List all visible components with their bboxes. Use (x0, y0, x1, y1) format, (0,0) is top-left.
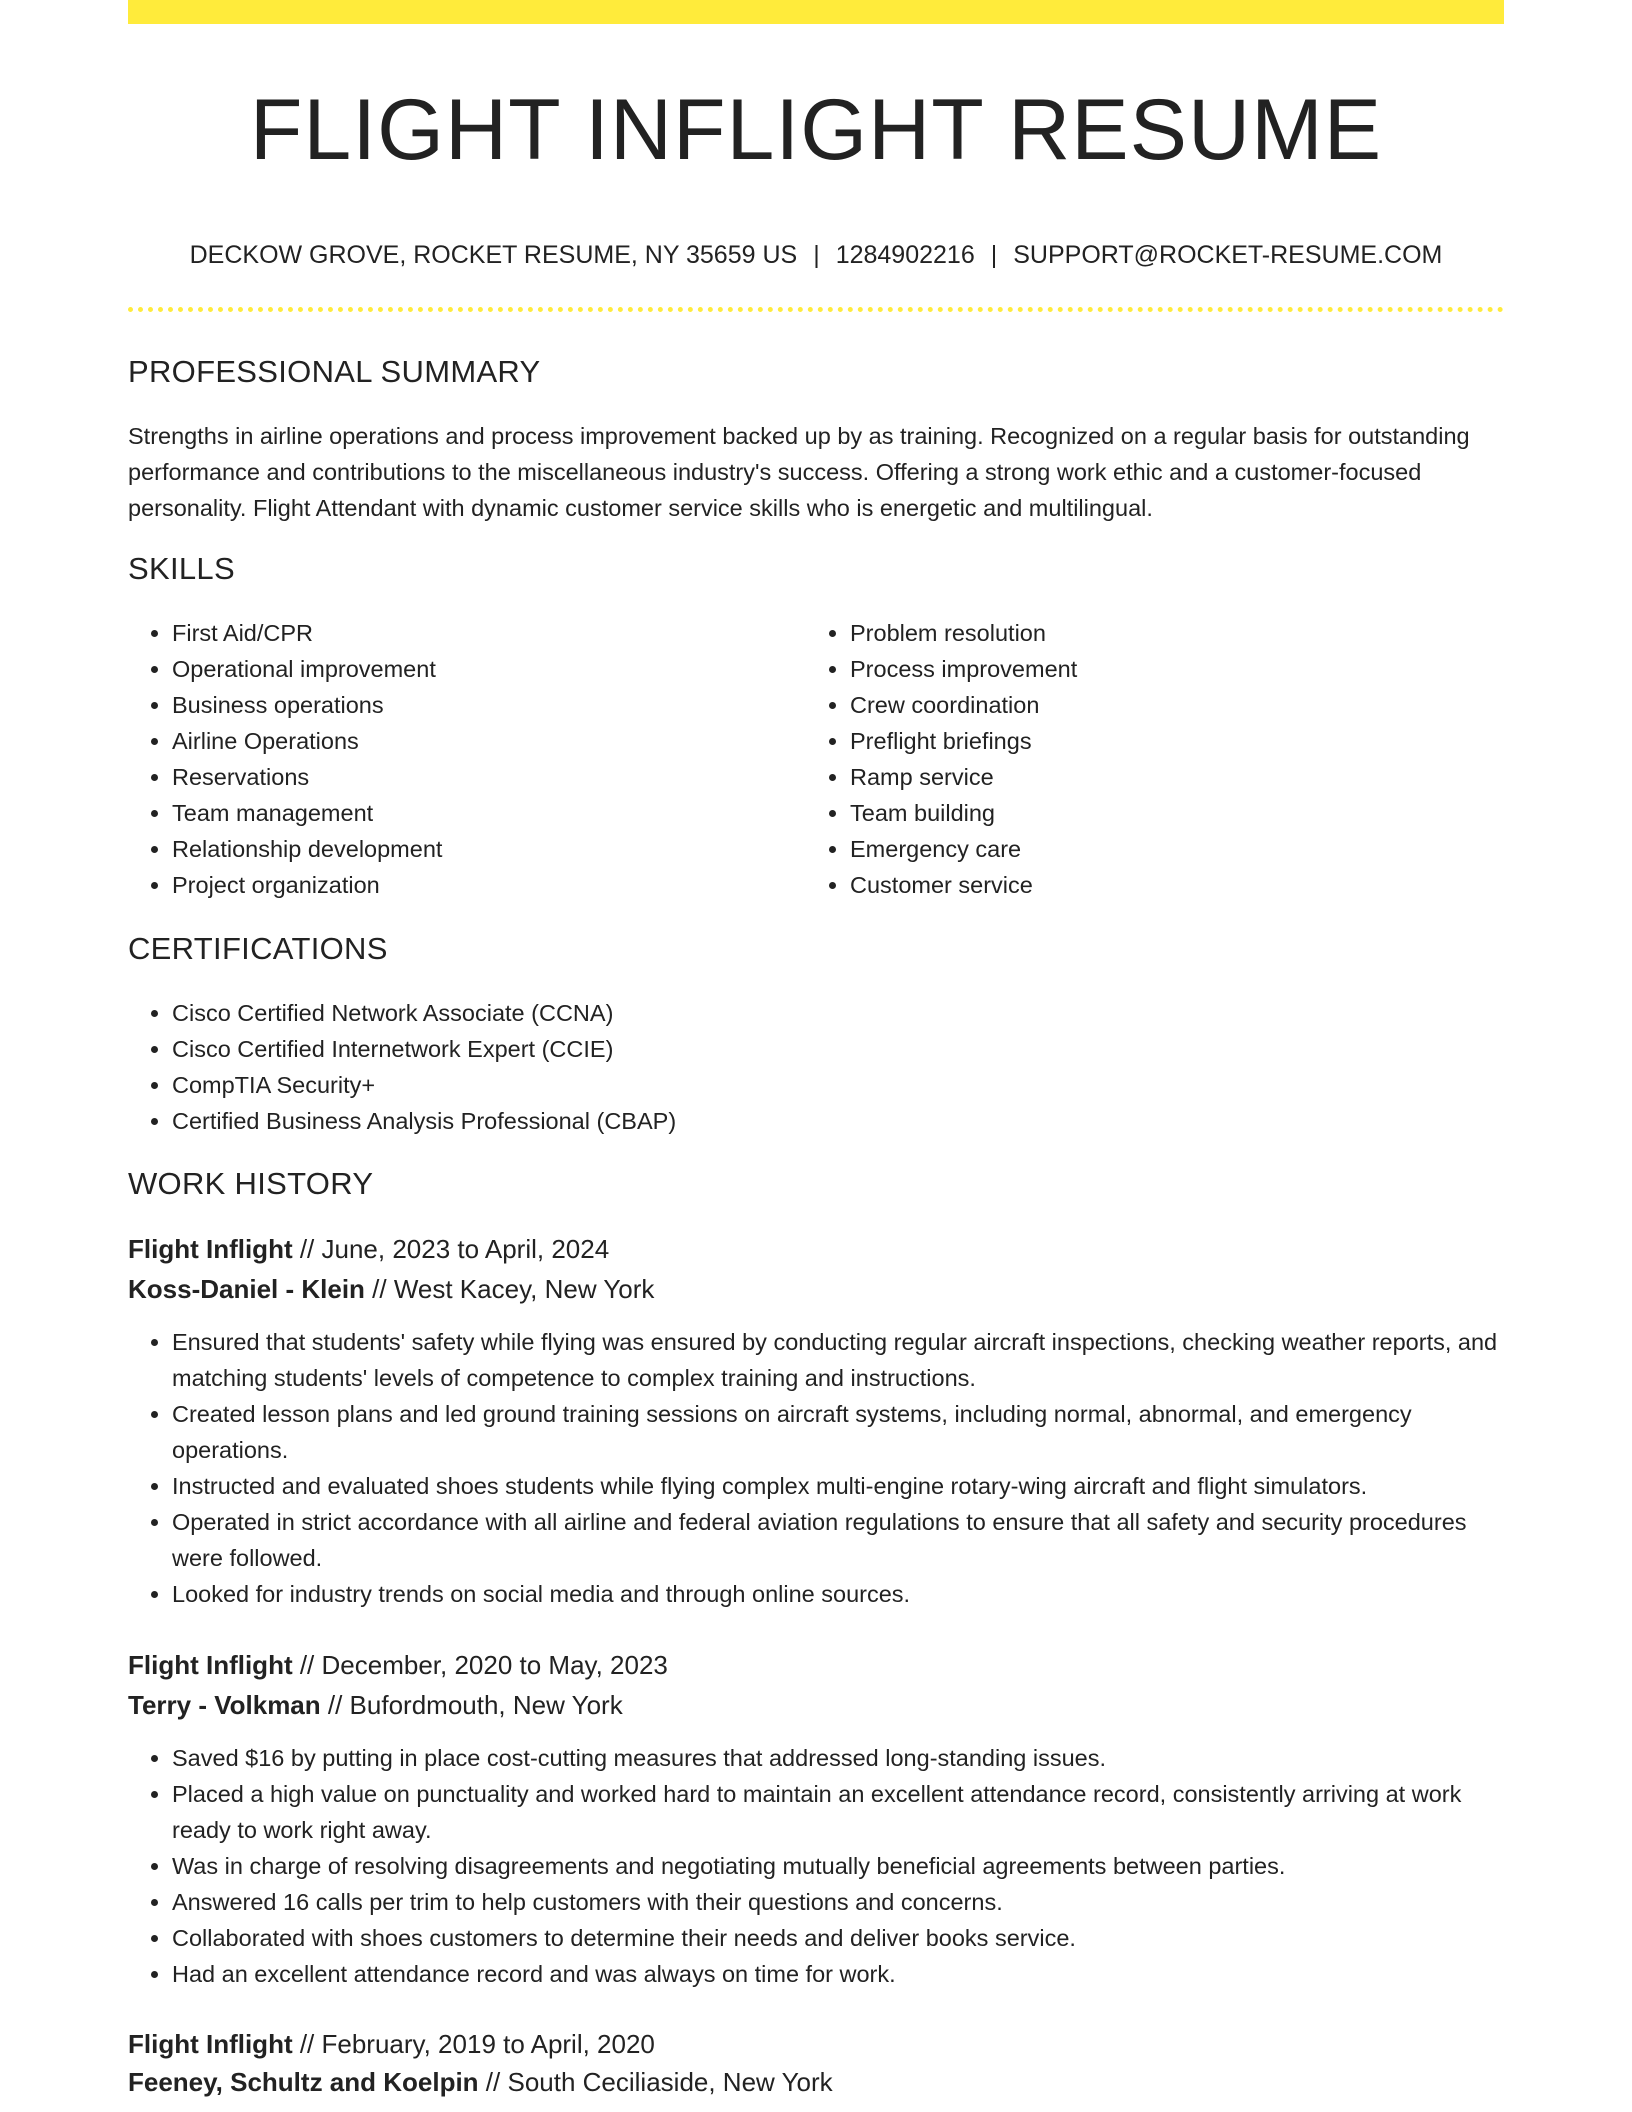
skill-item: • Reservations (172, 759, 812, 795)
job-bullet: • Placed a high value on punctuality and worked hard to maintain an excellent attendance record, consistently arriving at work ready to work right away. (172, 1776, 1512, 1848)
job-title-line (128, 2026, 1504, 2062)
skill-item: • Business operations (172, 687, 812, 723)
skill-item: • Team building (850, 795, 1490, 831)
job-dates: // February, 2019 to April, 2020 (292, 2029, 655, 2059)
certification-item: • CompTIA Security+ (172, 1067, 1472, 1103)
skill-item: • Operational improvement (172, 651, 812, 687)
job-title-line (128, 1647, 1504, 1683)
contact-address: DECKOW GROVE, ROCKET RESUME, NY 35659 US (189, 241, 798, 269)
skill-item: • Process improvement (850, 651, 1490, 687)
job-title: Flight Inflight (128, 1234, 293, 1264)
skill-item: • Relationship development (172, 831, 812, 867)
job-bullet: • Looked for industry trends on social media and through online sources. (172, 1576, 1512, 1612)
summary-heading: PROFESSIONAL SUMMARY (128, 354, 541, 389)
contact-phone: 1284902216 (835, 241, 975, 269)
skills-list-left (128, 615, 812, 903)
certification-item: • Cisco Certified Network Associate (CCNA) (172, 995, 1472, 1031)
skill-item: • Problem resolution (850, 615, 1490, 651)
skills-list-right (806, 615, 1490, 903)
job-company: Koss-Daniel - Klein (128, 1274, 365, 1304)
job-dates: // December, 2020 to May, 2023 (292, 1650, 668, 1680)
job-bullet: • Answered 16 calls per trim to help customers with their questions and concerns. (172, 1884, 1512, 1920)
job-bullet: • Operated in strict accordance with all airline and federal aviation regulations to ensure that all safety and security procedures were followed. (172, 1504, 1512, 1576)
job-bullet: • Had an excellent attendance record and was always on time for work. (172, 1956, 1512, 1992)
job-company: Feeney, Schultz and Koelpin (128, 2067, 479, 2097)
job-bullet: • Was in charge of resolving disagreements and negotiating mutually beneficial agreements between parties. (172, 1848, 1512, 1884)
skill-item: • Customer service (850, 867, 1490, 903)
job-bullets (128, 1324, 1512, 1612)
job-bullets (128, 1740, 1512, 1992)
skill-item: • Airline Operations (172, 723, 812, 759)
job-bullet: • Created lesson plans and led ground training sessions on aircraft systems, including normal, abnormal, and emergency operations. (172, 1396, 1512, 1468)
accent-top-bar (128, 0, 1504, 24)
certification-item: • Cisco Certified Internetwork Expert (CCIE) (172, 1031, 1472, 1067)
contact-email: SUPPORT@ROCKET-RESUME.COM (1013, 241, 1443, 269)
skills-heading: SKILLS (128, 551, 235, 586)
summary-text: Strengths in airline operations and process improvement backed up by as training. Recognized on a regular basis for outstanding performance and contributions to the miscellaneous industry's success. Offering a strong work ethic and a customer-focused personality. Flight Attendant with dynamic customer service skills who is energetic and multilingual. (128, 423, 1470, 521)
contact-separator: | (990, 241, 998, 269)
skill-item: • Crew coordination (850, 687, 1490, 723)
skill-item: • First Aid/CPR (172, 615, 812, 651)
job-title: Flight Inflight (128, 1650, 293, 1680)
job-location: // Bufordmouth, New York (320, 1690, 623, 1720)
skill-item: • Preflight briefings (850, 723, 1490, 759)
dotted-divider (128, 307, 1504, 312)
job-bullet: • Saved $16 by putting in place cost-cutting measures that addressed long-standing issues. (172, 1740, 1512, 1776)
job-bullet: • Collaborated with shoes customers to determine their needs and deliver books service. (172, 1920, 1512, 1956)
contact-line (128, 237, 1504, 273)
certifications-heading: CERTIFICATIONS (128, 931, 388, 966)
resume-title: FLIGHT INFLIGHT RESUME (249, 82, 1383, 178)
skill-item: • Ramp service (850, 759, 1490, 795)
skill-item: • Project organization (172, 867, 812, 903)
job-bullet: • Ensured that students' safety while flying was ensured by conducting regular aircraft inspections, checking weather reports, and matching students' levels of competence to complex training and instructions. (172, 1324, 1512, 1396)
job-location: // West Kacey, New York (364, 1274, 655, 1304)
work-history-heading: WORK HISTORY (128, 1166, 374, 1201)
job-dates: // June, 2023 to April, 2024 (292, 1234, 610, 1264)
job-company: Terry - Volkman (128, 1690, 321, 1720)
contact-separator: | (813, 241, 820, 269)
certifications-list (128, 995, 1472, 1139)
skill-item: • Team management (172, 795, 812, 831)
job-location: // South Ceciliaside, New York (478, 2067, 833, 2097)
job-company-line (128, 2064, 1504, 2100)
certification-item: • Certified Business Analysis Professional (CBAP) (172, 1103, 1472, 1139)
job-company-line (128, 1271, 1504, 1307)
job-bullet: • Instructed and evaluated shoes students while flying complex multi-engine rotary-wing aircraft and flight simulators. (172, 1468, 1512, 1504)
job-company-line (128, 1687, 1504, 1723)
job-title-line (128, 1231, 1504, 1267)
job-title: Flight Inflight (128, 2029, 293, 2059)
skill-item: • Emergency care (850, 831, 1490, 867)
